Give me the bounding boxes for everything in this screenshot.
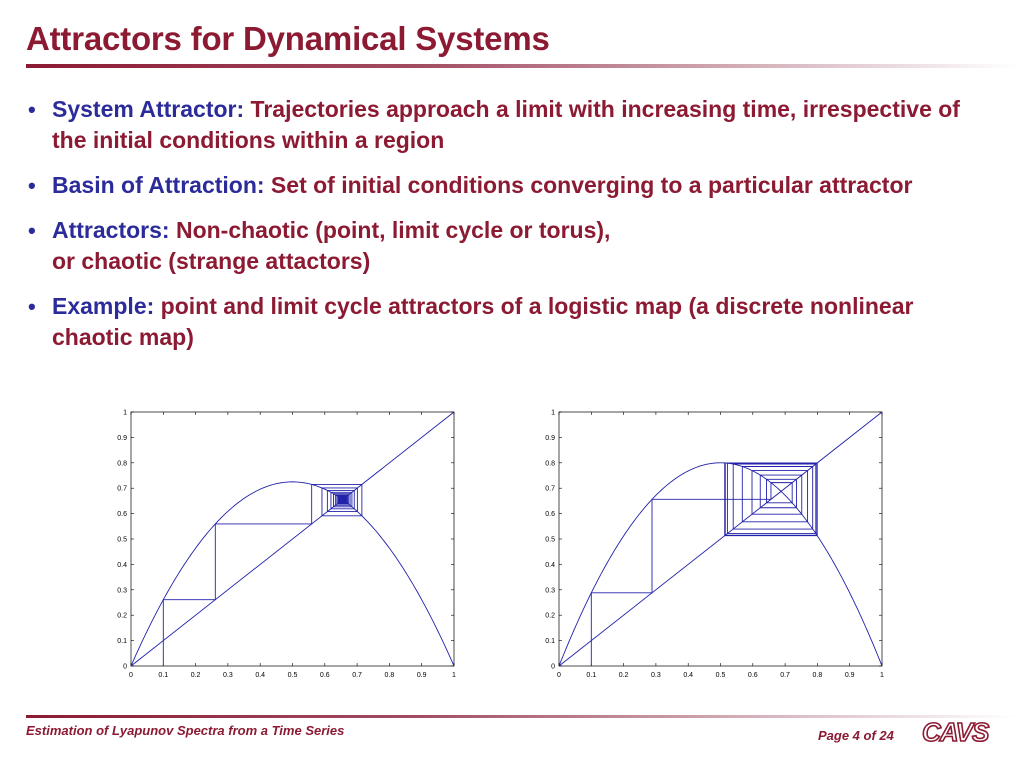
x-tick-label: 1 bbox=[452, 672, 456, 679]
title-divider bbox=[26, 64, 1016, 68]
x-tick-label: 0.5 bbox=[715, 672, 726, 679]
bullet-basin-of-attraction bbox=[26, 170, 986, 201]
bullet-text: Non-chaotic (point, limit cycle or torus), bbox=[169, 217, 611, 243]
y-tick-label: 0.1 bbox=[117, 638, 127, 646]
bullet-attractors bbox=[26, 215, 986, 277]
y-tick-label: 0.8 bbox=[545, 460, 555, 468]
x-tick-label: 0.7 bbox=[780, 672, 790, 679]
logistic-curve bbox=[559, 463, 882, 666]
x-tick-label: 0.1 bbox=[586, 672, 597, 679]
bullet-system-attractor bbox=[26, 94, 986, 156]
bullet-dot-icon: • bbox=[28, 97, 36, 122]
x-tick-label: 0.3 bbox=[223, 672, 233, 679]
identity-line bbox=[131, 412, 454, 666]
footer-title: Estimation of Lyapunov Spectra from a Time Series bbox=[26, 723, 345, 738]
x-tick-label: 0.9 bbox=[416, 672, 427, 679]
bullet-dot-icon: • bbox=[28, 218, 36, 243]
bullet-term: Attractors: bbox=[52, 217, 170, 243]
y-tick-label: 0.7 bbox=[117, 485, 127, 493]
bullet-text: point and limit cycle attractors of a logistic map (a discrete nonlinear chaotic map) bbox=[52, 293, 914, 350]
slide-title: Attractors for Dynamical Systems bbox=[26, 20, 550, 57]
bullet-term: Basin of Attraction: bbox=[52, 172, 265, 198]
cavs-logo: CAVS bbox=[922, 717, 989, 747]
x-tick-label: 0.9 bbox=[844, 672, 855, 679]
y-tick-label: 1 bbox=[123, 409, 127, 417]
y-tick-label: 0.2 bbox=[117, 612, 127, 620]
y-tick-label: 0.8 bbox=[117, 460, 127, 468]
cobweb-trajectory bbox=[163, 484, 362, 666]
y-tick-label: 0 bbox=[551, 663, 555, 671]
x-tick-label: 0.7 bbox=[352, 672, 362, 679]
y-tick-label: 0.4 bbox=[117, 561, 127, 569]
x-tick-label: 1 bbox=[880, 672, 884, 679]
bullet-text: Trajectories approach a limit with increasing time, irrespective of the initial conditions within a region bbox=[52, 96, 960, 153]
x-tick-label: 0.1 bbox=[158, 672, 169, 679]
cobweb-plot-limit-cycle bbox=[538, 404, 898, 684]
bullet-text: Set of initial conditions converging to a particular attractor bbox=[264, 172, 913, 198]
bullet-term: System Attractor: bbox=[52, 96, 245, 122]
y-tick-label: 0.5 bbox=[545, 536, 555, 544]
x-tick-label: 0.2 bbox=[618, 672, 629, 679]
x-tick-label: 0 bbox=[129, 672, 133, 679]
x-tick-label: 0.6 bbox=[747, 672, 758, 679]
y-tick-label: 1 bbox=[551, 409, 555, 417]
y-tick-label: 0.6 bbox=[545, 511, 555, 519]
y-tick-label: 0.9 bbox=[545, 434, 555, 442]
cobweb-plot-point-attractor bbox=[110, 404, 470, 684]
y-tick-label: 0.2 bbox=[545, 612, 555, 620]
y-tick-label: 0.4 bbox=[545, 561, 555, 569]
x-tick-label: 0.3 bbox=[651, 672, 661, 679]
x-tick-label: 0 bbox=[557, 672, 561, 679]
y-tick-label: 0.5 bbox=[117, 536, 127, 544]
x-tick-label: 0.4 bbox=[255, 672, 266, 679]
logistic-curve bbox=[131, 482, 454, 666]
y-tick-label: 0.1 bbox=[545, 638, 555, 646]
y-tick-label: 0.3 bbox=[117, 587, 127, 595]
x-tick-label: 0.8 bbox=[812, 672, 823, 679]
x-tick-label: 0.8 bbox=[384, 672, 395, 679]
bullet-example bbox=[26, 291, 986, 353]
x-tick-label: 0.6 bbox=[319, 672, 330, 679]
x-tick-label: 0.5 bbox=[287, 672, 298, 679]
bullet-text-line2: or chaotic (strange attactors) bbox=[52, 248, 371, 274]
page-number: Page 4 of 24 bbox=[818, 728, 894, 743]
bullet-dot-icon: • bbox=[28, 294, 36, 319]
y-tick-label: 0.7 bbox=[545, 485, 555, 493]
y-tick-label: 0 bbox=[123, 663, 127, 671]
identity-line bbox=[559, 412, 882, 666]
x-tick-label: 0.4 bbox=[683, 672, 694, 679]
y-tick-label: 0.6 bbox=[117, 511, 127, 519]
y-tick-label: 0.9 bbox=[117, 434, 127, 442]
x-tick-label: 0.2 bbox=[190, 672, 201, 679]
y-tick-label: 0.3 bbox=[545, 587, 555, 595]
bullet-term: Example: bbox=[52, 293, 155, 319]
footer-divider bbox=[26, 715, 1016, 718]
bullet-dot-icon: • bbox=[28, 173, 36, 198]
bullet-list bbox=[26, 94, 986, 367]
